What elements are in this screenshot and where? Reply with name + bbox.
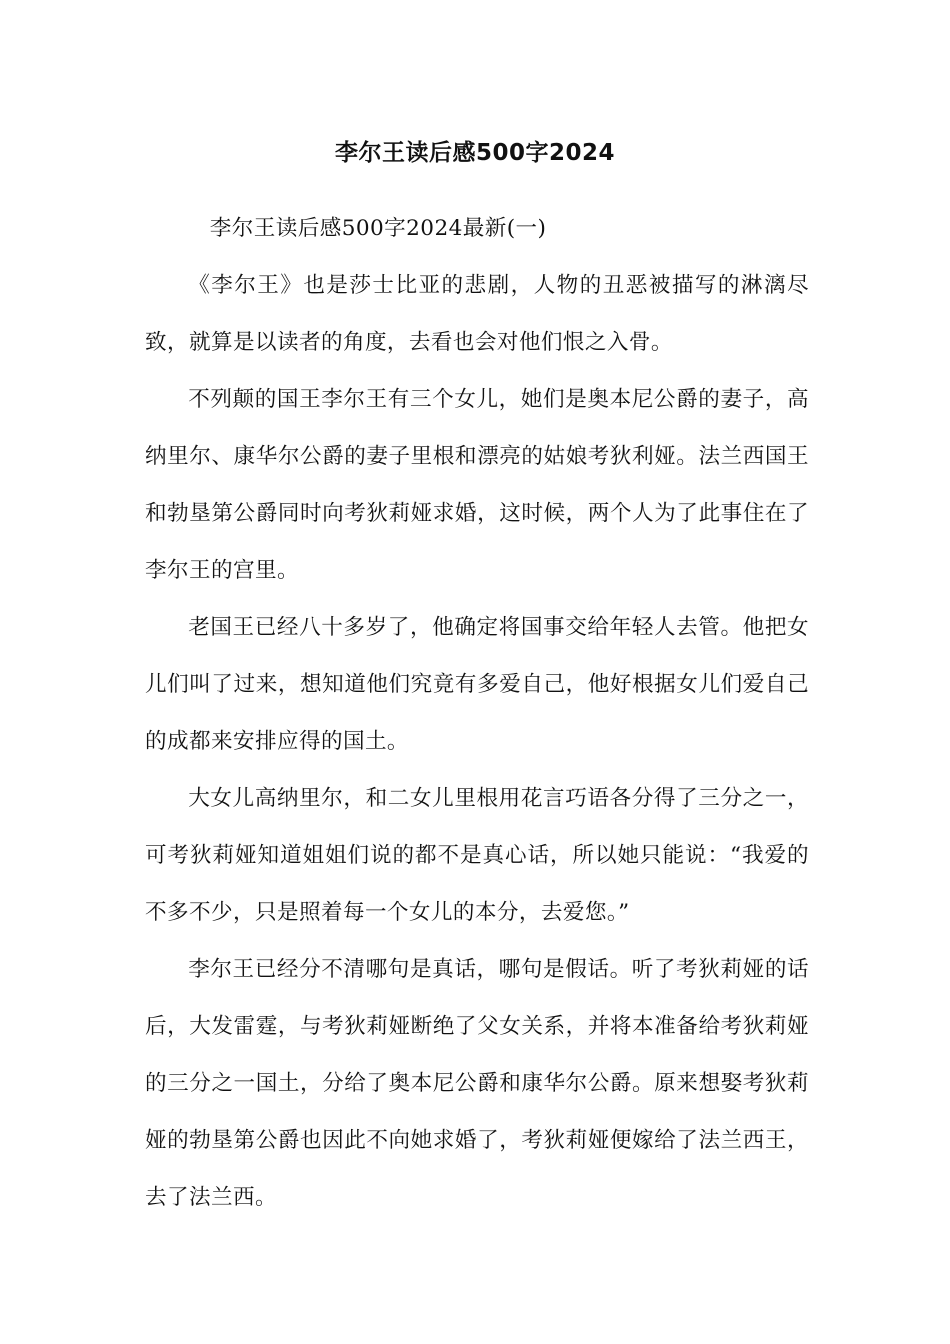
paragraph-4: 大女儿高纳里尔，和二女儿里根用花言巧语各分得了三分之一，可考狄莉娅知道姐姐们说的都不是真心话，所以她只能说：“我爱的不多不少，只是照着每一个女儿的本分，去爱您。”	[145, 786, 809, 925]
paragraph-3: 老国王已经八十多岁了，他确定将国事交给年轻人去管。他把女儿们叫了过来，想知道他们究竟有多爱自己，他好根据女儿们爱自己的成都来安排应得的国土。	[145, 615, 809, 754]
document-body	[145, 200, 809, 1226]
paragraph-5: 李尔王已经分不清哪句是真话，哪句是假话。听了考狄莉娅的话后，大发雷霆，与考狄莉娅断绝了父女关系，并将本准备给考狄莉娅的三分之一国土，分给了奥本尼公爵和康华尔公爵。原来想娶考狄莉娅的勃垦第公爵也因此不向她求婚了，考狄莉娅便嫁给了法兰西王，去了法兰西。	[145, 957, 809, 1210]
document-title: 李尔王读后感500字2024	[334, 140, 616, 166]
paragraph-1: 《李尔王》也是莎士比亚的悲剧，人物的丑恶被描写的淋漓尽致，就算是以读者的角度，去看也会对他们恨之入骨。	[145, 273, 809, 355]
paragraph-2: 不列颠的国王李尔王有三个女儿，她们是奥本尼公爵的妻子，高纳里尔、康华尔公爵的妻子里根和漂亮的姑娘考狄利娅。法兰西国王和勃垦第公爵同时向考狄莉娅求婚，这时候，两个人为了此事住在了李尔王的宫里。	[145, 387, 809, 583]
section-heading: 李尔王读后感500字2024最新(一)	[209, 216, 547, 241]
